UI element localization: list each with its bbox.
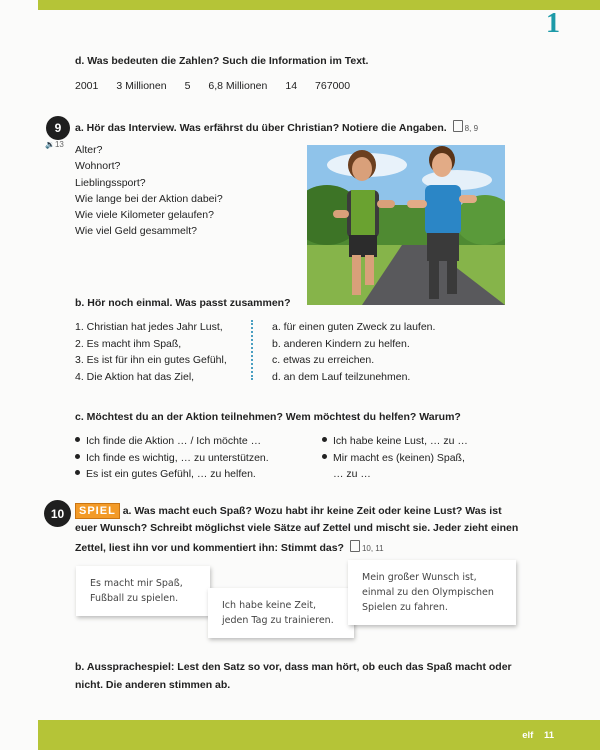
match-divider — [251, 320, 253, 380]
bullets-left — [75, 433, 269, 483]
bullet-item: Ich habe keine Lust, … zu … — [322, 433, 468, 450]
ex9-a-heading — [75, 120, 478, 134]
question-item: Lieblingssport? — [75, 176, 146, 189]
number-item: 5 — [184, 80, 191, 92]
number-item: 14 — [285, 80, 298, 92]
bullet-item: … zu … — [333, 468, 371, 480]
top-color-bar — [38, 0, 600, 10]
audio-track-number: 13 — [54, 140, 64, 149]
note-text: Ich habe keine Zeit, — [222, 600, 317, 611]
bullet-item: Ich finde es wichtig, … zu unterstützen. — [75, 450, 269, 467]
numbers-row — [75, 80, 368, 92]
match-left-item: 3. Es ist für ihn ein gutes Gefühl, — [75, 354, 227, 366]
bullet-item: Ich finde die Aktion … / Ich möchte … — [75, 433, 269, 450]
match-left-item: 4. Die Aktion hat das Ziel, — [75, 370, 195, 383]
note-text: Es macht mir Spaß, — [90, 578, 183, 589]
ex10-a-text-1: a. Was macht euch Spaß? Wozu habt ihr keine Zeit oder keine Lust? Was ist — [122, 505, 502, 517]
question-item: Alter? — [75, 144, 103, 156]
question-item: Wie viel Geld gesammelt? — [75, 225, 197, 238]
audio-track-label — [45, 140, 64, 149]
page-number — [522, 730, 554, 741]
ex10-a-text-3: Zettel, liest ihn vor und kommentiert ihn: Stimmt das? — [75, 542, 344, 554]
ex10-b-line1: b. Aussprachespiel: Lest den Satz so vor, dass man hört, ob euch das Spaß macht oder — [75, 661, 512, 673]
note-text: Fußball zu spielen. — [90, 593, 179, 604]
match-right-item: c. etwas zu erreichen. — [272, 354, 375, 366]
note-text: Spielen zu fahren. — [362, 602, 448, 613]
exercise-10-badge: 10 — [44, 500, 71, 527]
ex9-c-heading: c. Möchtest du an der Aktion teilnehmen? Wem möchtest du helfen? Warum? — [75, 411, 461, 423]
bottom-color-bar — [38, 720, 600, 750]
note-text: einmal zu den Olympischen — [362, 587, 494, 598]
bullet-dot — [75, 470, 80, 475]
workbook-ref: 8, 9 — [464, 124, 479, 133]
question-list — [75, 142, 223, 240]
ex10-a-line3 — [75, 540, 384, 554]
question-item: Wie lange bei der Aktion dabei? — [75, 192, 223, 205]
ex10-a-line1 — [75, 503, 502, 519]
note-text: jeden Tag zu trainieren. — [222, 615, 334, 626]
workbook-icon — [350, 540, 360, 552]
bullet-dot — [75, 437, 80, 442]
match-right-item: b. anderen Kindern zu helfen. — [272, 337, 410, 350]
ex10-b-line2: nicht. Die anderen stimmen ab. — [75, 679, 231, 691]
match-right-item: a. für einen guten Zweck zu laufen. — [272, 321, 436, 333]
running-kids-photo — [307, 145, 505, 305]
bullet-dot — [322, 454, 327, 459]
number-item: 3 Millionen — [116, 80, 167, 92]
section-d-heading: d. Was bedeuten die Zahlen? Such die Information im Text. — [75, 55, 369, 67]
note-card — [348, 560, 516, 625]
number-item: 2001 — [75, 80, 99, 92]
page-number-digits: 11 — [543, 730, 554, 741]
ex9-b-heading: b. Hör noch einmal. Was passt zusammen? — [75, 297, 291, 309]
spiel-label: SPIEL — [75, 503, 120, 519]
number-item: 6,8 Millionen — [208, 80, 268, 92]
bullet-item: Mir macht es (keinen) Spaß, — [322, 450, 468, 467]
question-item: Wie viele Kilometer gelaufen? — [75, 209, 214, 222]
note-text: Mein großer Wunsch ist, — [362, 572, 477, 583]
match-right-column — [272, 319, 435, 385]
bullet-item: Es ist ein gutes Gefühl, … zu helfen. — [75, 466, 269, 483]
match-right-item: d. an dem Lauf teilzunehmen. — [272, 370, 411, 383]
match-left-item: 1. Christian hat jedes Jahr Lust, — [75, 321, 223, 333]
bullets-right — [322, 433, 468, 483]
chapter-number: 1 — [546, 8, 560, 39]
question-item: Wohnort? — [75, 160, 121, 173]
photo-illustration — [307, 145, 505, 305]
exercise-9-badge: 9 — [46, 116, 70, 140]
speaker-icon: 🔉 — [45, 140, 55, 149]
ex10-a-line2: euer Wunsch? Schreibt möglichst viele Sätze auf Zettel und mischt sie. Jeder zieht einen — [75, 522, 519, 534]
note-card — [208, 588, 354, 638]
ex9-a-text: a. Hör das Interview. Was erfährst du über Christian? Notiere die Angaben. — [75, 122, 447, 134]
match-left-item: 2. Es macht ihm Spaß, — [75, 337, 182, 350]
page-number-word: elf — [522, 730, 534, 741]
bullet-dot — [75, 454, 80, 459]
note-card — [76, 566, 210, 616]
workbook-ref: 10, 11 — [361, 544, 384, 553]
bullet-dot — [322, 437, 327, 442]
workbook-icon — [453, 120, 463, 132]
number-item: 767000 — [315, 80, 351, 92]
match-left-column — [75, 319, 227, 385]
